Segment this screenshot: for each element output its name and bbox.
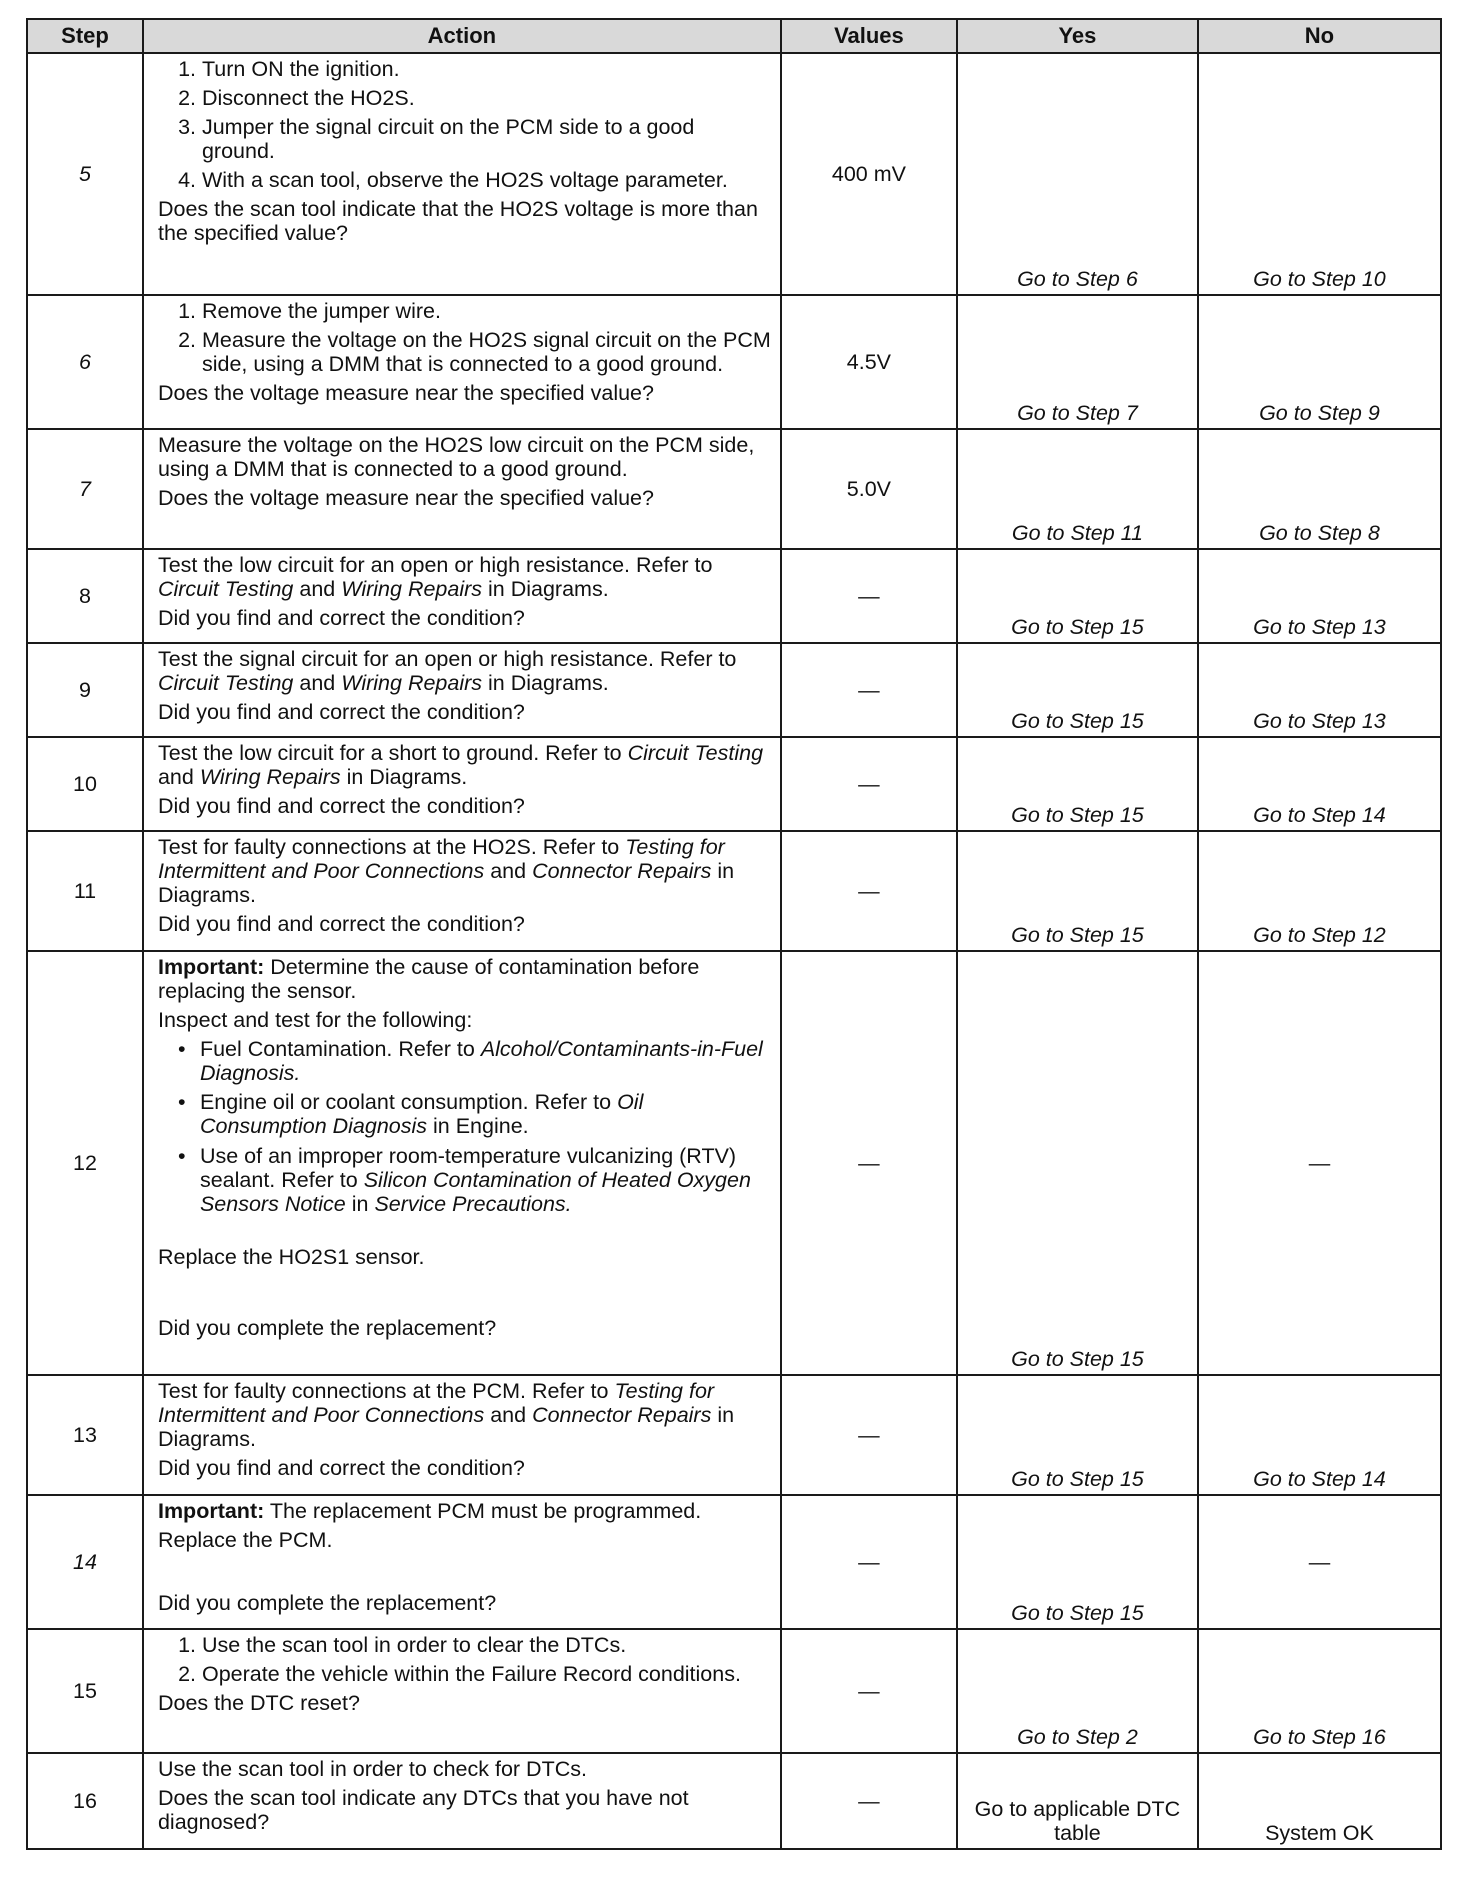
action-text-part: Test the low circuit for an open or high resistance. Refer to [157, 553, 713, 577]
header-step: Step [27, 19, 143, 53]
step-number: 5 [27, 53, 143, 295]
no-link[interactable]: Go to Step 13 [1198, 643, 1441, 737]
yes-link[interactable]: Go to Step 2 [957, 1629, 1198, 1753]
yes-link[interactable]: Go to Step 11 [957, 429, 1198, 549]
list-item: 3. Jumper the signal circuit on the PCM side to a good ground. [202, 115, 772, 163]
step-number: 15 [27, 1629, 143, 1753]
action-text: Measure the voltage on the HO2S low circuit on the PCM side, using a DMM that is connected to a good ground. [157, 433, 755, 482]
bullet-list [158, 1037, 772, 1216]
question-text: Did you find and correct the condition? [157, 606, 525, 631]
no-link[interactable]: Go to Step 16 [1198, 1629, 1441, 1753]
yes-link[interactable]: Go to Step 15 [957, 1375, 1198, 1495]
action-text-part: Test for faulty connections at the PCM. Refer to [157, 1379, 615, 1403]
ref-oil-consumption[interactable]: Oil Consumption Diagnosis [199, 1090, 644, 1139]
bullet-text: Engine oil or coolant consumption. Refer to [199, 1090, 618, 1115]
table-row-step-16 [27, 1753, 1441, 1849]
table-row-step-9 [27, 643, 1441, 737]
action-list [158, 1633, 772, 1686]
conjunction: and [484, 859, 533, 884]
table-row-step-8 [27, 549, 1441, 643]
step-number: 12 [27, 951, 143, 1375]
ref-wiring-repairs[interactable]: Wiring Repairs [199, 765, 341, 790]
action-text [158, 741, 772, 789]
step-number: 6 [27, 295, 143, 429]
value-cell: — [781, 951, 957, 1375]
important-label: Important: [157, 955, 265, 979]
yes-link[interactable]: Go to applicable DTC table [957, 1753, 1198, 1849]
ref-intermittent-connections[interactable]: Testing for Intermittent and Poor Connections [157, 835, 725, 884]
ref-service-precautions[interactable]: Service Precautions. [374, 1191, 572, 1216]
no-result: System OK [1198, 1753, 1441, 1849]
ref-wiring-repairs[interactable]: Wiring Repairs [341, 577, 483, 602]
no-link[interactable]: Go to Step 12 [1198, 831, 1441, 951]
important-note [158, 955, 772, 1003]
table-row-step-13 [27, 1375, 1441, 1495]
question-text: Did you complete the replacement? [157, 1315, 497, 1340]
list-item: 2. Disconnect the HO2S. [202, 86, 772, 110]
ref-location: in Engine. [427, 1114, 529, 1139]
question-text: Does the scan tool indicate any DTCs that you have not diagnosed? [157, 1786, 689, 1835]
no-link[interactable]: Go to Step 8 [1198, 429, 1441, 549]
ref-circuit-testing[interactable]: Circuit Testing [627, 741, 764, 765]
step-number: 16 [27, 1753, 143, 1849]
list-item: 1. Use the scan tool in order to clear the DTCs. [202, 1633, 772, 1657]
value-cell: — [781, 549, 957, 643]
step-number: 11 [27, 831, 143, 951]
action-cell [143, 1629, 781, 1753]
important-text: The replacement PCM must be programmed. [264, 1499, 702, 1523]
step-number: 9 [27, 643, 143, 737]
step-number: 14 [27, 1495, 143, 1629]
action-text: Use the scan tool in order to check for DTCs. [157, 1757, 587, 1781]
ref-connector-repairs[interactable]: Connector Repairs [532, 859, 712, 884]
action-list [158, 57, 772, 192]
conjunction: and [293, 577, 342, 602]
yes-link[interactable]: Go to Step 15 [957, 1495, 1198, 1629]
action-text [158, 835, 772, 907]
inspect-text: Inspect and test for the following: [157, 1008, 473, 1033]
value-cell: — [781, 1495, 957, 1629]
list-item: 4. With a scan tool, observe the HO2S voltage parameter. [202, 168, 772, 192]
action-cell [143, 1375, 781, 1495]
conjunction: and [484, 1403, 533, 1428]
step-number: 7 [27, 429, 143, 549]
question-text: Did you find and correct the condition? [157, 794, 525, 819]
ref-location: in Diagrams. [340, 765, 468, 790]
table-row-step-15 [27, 1629, 1441, 1753]
question-text: Does the voltage measure near the specified value? [157, 486, 654, 511]
value-cell: — [781, 1375, 957, 1495]
bullet-text: Use of an improper room-temperature vulcanizing (RTV) sealant. Refer to [199, 1143, 737, 1192]
ref-location: in Diagrams. [157, 859, 735, 908]
important-label: Important: [157, 1499, 265, 1523]
ref-intermittent-connections[interactable]: Testing for Intermittent and Poor Connections [157, 1379, 715, 1428]
question-text: Does the voltage measure near the specified value? [157, 381, 654, 406]
value-cell: — [781, 643, 957, 737]
ref-circuit-testing[interactable]: Circuit Testing [157, 577, 294, 602]
action-cell [143, 1753, 781, 1849]
action-text-part: Test the signal circuit for an open or high resistance. Refer to [157, 647, 737, 671]
no-value: — [1198, 951, 1441, 1375]
header-yes: Yes [957, 19, 1198, 53]
list-item: 1. Turn ON the ignition. [202, 57, 772, 81]
ref-connector-repairs[interactable]: Connector Repairs [532, 1403, 712, 1428]
action-text [158, 647, 772, 695]
yes-link[interactable]: Go to Step 6 [957, 53, 1198, 295]
yes-link[interactable]: Go to Step 7 [957, 295, 1198, 429]
table-row-step-14 [27, 1495, 1441, 1629]
question-text: Did you complete the replacement? [157, 1591, 497, 1616]
replace-text: Replace the PCM. [157, 1528, 333, 1553]
yes-link[interactable]: Go to Step 15 [957, 643, 1198, 737]
ref-wiring-repairs[interactable]: Wiring Repairs [341, 671, 483, 696]
no-link[interactable]: Go to Step 9 [1198, 295, 1441, 429]
ref-location: in Diagrams. [482, 577, 609, 602]
value-cell: — [781, 1629, 957, 1753]
question-text: Does the scan tool indicate that the HO2S voltage is more than the specified value? [157, 197, 758, 246]
conjunction: in [345, 1191, 375, 1216]
step-number: 8 [27, 549, 143, 643]
value-cell: 400 mV [781, 53, 957, 295]
action-cell [143, 429, 781, 549]
important-text: Determine the cause of contamination before replacing the sensor. [157, 955, 700, 1004]
action-cell [143, 53, 781, 295]
question-text: Does the DTC reset? [157, 1691, 360, 1716]
header-row [27, 19, 1441, 53]
diagnostic-table [26, 18, 1442, 1850]
list-item: 2. Measure the voltage on the HO2S signal circuit on the PCM side, using a DMM that is connected to a good ground. [202, 328, 772, 376]
table-row-step-7 [27, 429, 1441, 549]
question-text: Did you find and correct the condition? [157, 700, 525, 725]
no-value: — [1198, 1495, 1441, 1629]
list-item: 2. Operate the vehicle within the Failure Record conditions. [202, 1662, 772, 1686]
action-cell [143, 643, 781, 737]
value-cell: 5.0V [781, 429, 957, 549]
action-cell [143, 295, 781, 429]
yes-link[interactable]: Go to Step 15 [957, 951, 1198, 1375]
conjunction: and [293, 671, 342, 696]
action-text [158, 1379, 772, 1451]
list-item: 1. Remove the jumper wire. [202, 299, 772, 323]
table-row-step-12 [27, 951, 1441, 1375]
action-cell [143, 737, 781, 831]
important-note [158, 1499, 772, 1523]
table-row-step-11 [27, 831, 1441, 951]
yes-link[interactable]: Go to Step 15 [957, 549, 1198, 643]
question-text: Did you find and correct the condition? [157, 912, 525, 937]
ref-location: in Diagrams. [482, 671, 609, 696]
list-item [200, 1144, 772, 1216]
question-text: Did you find and correct the condition? [157, 1456, 525, 1481]
action-text-part: Test for faulty connections at the HO2S. Refer to [157, 835, 626, 859]
header-no: No [1198, 19, 1441, 53]
no-link[interactable]: Go to Step 10 [1198, 53, 1441, 295]
ref-circuit-testing[interactable]: Circuit Testing [157, 671, 294, 696]
no-link[interactable]: Go to Step 14 [1198, 737, 1441, 831]
header-values: Values [781, 19, 957, 53]
table-row-step-10 [27, 737, 1441, 831]
ref-location: in Diagrams. [157, 1403, 735, 1452]
action-list [158, 299, 772, 376]
table-row-step-5 [27, 53, 1441, 295]
step-number: 10 [27, 737, 143, 831]
action-cell [143, 549, 781, 643]
value-cell: 4.5V [781, 295, 957, 429]
step-number: 13 [27, 1375, 143, 1495]
value-cell: — [781, 831, 957, 951]
yes-link[interactable]: Go to Step 15 [957, 737, 1198, 831]
no-link[interactable]: Go to Step 13 [1198, 549, 1441, 643]
value-cell: — [781, 1753, 957, 1849]
replace-text: Replace the HO2S1 sensor. [157, 1244, 425, 1269]
table-row-step-6 [27, 295, 1441, 429]
no-link[interactable]: Go to Step 14 [1198, 1375, 1441, 1495]
action-cell [143, 831, 781, 951]
ref-silicon-contamination[interactable]: Silicon Contamination of Heated Oxygen Sensors Notice [199, 1167, 751, 1216]
action-text [158, 553, 772, 601]
list-item [200, 1037, 772, 1085]
action-cell [143, 951, 781, 1375]
ref-fuel-diagnosis[interactable]: Alcohol/Contaminants-in-Fuel Diagnosis. [199, 1037, 763, 1086]
action-text-part: Test the low circuit for a short to ground. Refer to [157, 741, 628, 765]
list-item [200, 1090, 772, 1138]
yes-link[interactable]: Go to Step 15 [957, 831, 1198, 951]
value-cell: — [781, 737, 957, 831]
bullet-text: Fuel Contamination. Refer to [199, 1037, 481, 1062]
conjunction: and [157, 765, 200, 790]
header-action: Action [143, 19, 781, 53]
action-cell [143, 1495, 781, 1629]
